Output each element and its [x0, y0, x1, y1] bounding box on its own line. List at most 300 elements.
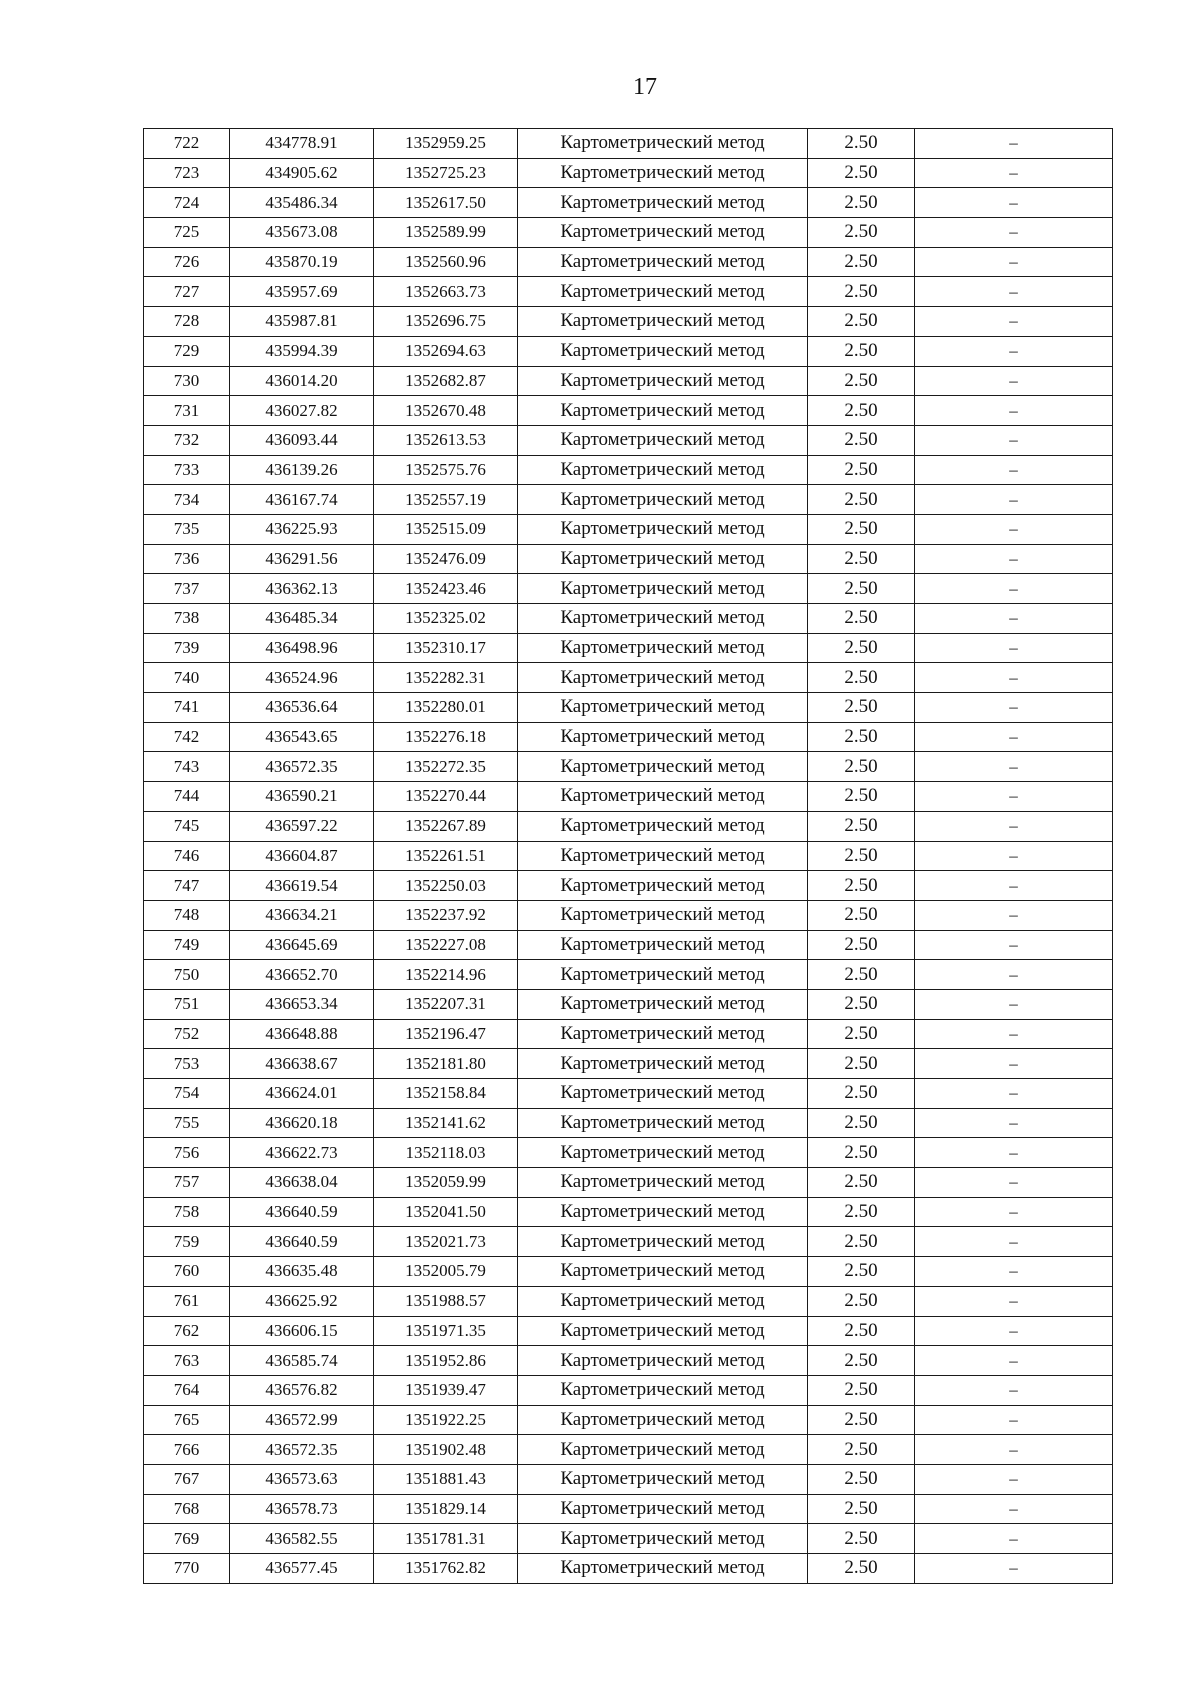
table-row [144, 1346, 1113, 1376]
description-cell: – [915, 277, 1113, 307]
table-row [144, 1108, 1113, 1138]
x-coordinate-cell: 436645.69 [230, 930, 374, 960]
x-coordinate-cell: 436606.15 [230, 1316, 374, 1346]
point-number-cell: 760 [144, 1257, 230, 1287]
x-coordinate-cell: 436498.96 [230, 633, 374, 663]
y-coordinate-cell: 1352325.02 [374, 604, 518, 634]
method-cell: Картометрический метод [518, 1079, 808, 1109]
description-cell: – [915, 455, 1113, 485]
table-row [144, 633, 1113, 663]
accuracy-cell: 2.50 [808, 1019, 915, 1049]
accuracy-cell: 2.50 [808, 425, 915, 455]
accuracy-cell: 2.50 [808, 841, 915, 871]
y-coordinate-cell: 1352261.51 [374, 841, 518, 871]
point-number-cell: 750 [144, 960, 230, 990]
accuracy-cell: 2.50 [808, 307, 915, 337]
x-coordinate-cell: 435870.19 [230, 247, 374, 277]
table-row [144, 930, 1113, 960]
method-cell: Картометрический метод [518, 1375, 808, 1405]
accuracy-cell: 2.50 [808, 1524, 915, 1554]
table-row [144, 336, 1113, 366]
method-cell: Картометрический метод [518, 1286, 808, 1316]
table-row [144, 811, 1113, 841]
x-coordinate-cell: 436640.59 [230, 1197, 374, 1227]
y-coordinate-cell: 1352181.80 [374, 1049, 518, 1079]
y-coordinate-cell: 1352270.44 [374, 782, 518, 812]
accuracy-cell: 2.50 [808, 1405, 915, 1435]
description-cell: – [915, 604, 1113, 634]
accuracy-cell: 2.50 [808, 1197, 915, 1227]
accuracy-cell: 2.50 [808, 1554, 915, 1584]
y-coordinate-cell: 1352589.99 [374, 218, 518, 248]
description-cell: – [915, 1464, 1113, 1494]
method-cell: Картометрический метод [518, 1197, 808, 1227]
accuracy-cell: 2.50 [808, 633, 915, 663]
x-coordinate-cell: 436572.35 [230, 752, 374, 782]
description-cell: – [915, 1435, 1113, 1465]
description-cell: – [915, 544, 1113, 574]
y-coordinate-cell: 1352021.73 [374, 1227, 518, 1257]
point-number-cell: 736 [144, 544, 230, 574]
description-cell: – [915, 1079, 1113, 1109]
point-number-cell: 744 [144, 782, 230, 812]
point-number-cell: 725 [144, 218, 230, 248]
description-cell: – [915, 485, 1113, 515]
method-cell: Картометрический метод [518, 841, 808, 871]
accuracy-cell: 2.50 [808, 247, 915, 277]
point-number-cell: 747 [144, 871, 230, 901]
y-coordinate-cell: 1352663.73 [374, 277, 518, 307]
y-coordinate-cell: 1352196.47 [374, 1019, 518, 1049]
table-row [144, 1464, 1113, 1494]
description-cell: – [915, 989, 1113, 1019]
accuracy-cell: 2.50 [808, 514, 915, 544]
x-coordinate-cell: 436640.59 [230, 1227, 374, 1257]
x-coordinate-cell: 436576.82 [230, 1375, 374, 1405]
method-cell: Картометрический метод [518, 277, 808, 307]
method-cell: Картометрический метод [518, 900, 808, 930]
method-cell: Картометрический метод [518, 782, 808, 812]
accuracy-cell: 2.50 [808, 1049, 915, 1079]
y-coordinate-cell: 1352725.23 [374, 158, 518, 188]
y-coordinate-cell: 1352670.48 [374, 396, 518, 426]
y-coordinate-cell: 1352005.79 [374, 1257, 518, 1287]
table-row [144, 782, 1113, 812]
accuracy-cell: 2.50 [808, 129, 915, 159]
description-cell: – [915, 425, 1113, 455]
point-number-cell: 752 [144, 1019, 230, 1049]
description-cell: – [915, 1316, 1113, 1346]
method-cell: Картометрический метод [518, 247, 808, 277]
y-coordinate-cell: 1351762.82 [374, 1554, 518, 1584]
description-cell: – [915, 1494, 1113, 1524]
y-coordinate-cell: 1351881.43 [374, 1464, 518, 1494]
y-coordinate-cell: 1351829.14 [374, 1494, 518, 1524]
point-number-cell: 737 [144, 574, 230, 604]
point-number-cell: 769 [144, 1524, 230, 1554]
accuracy-cell: 2.50 [808, 1108, 915, 1138]
x-coordinate-cell: 436573.63 [230, 1464, 374, 1494]
method-cell: Картометрический метод [518, 989, 808, 1019]
x-coordinate-cell: 436291.56 [230, 544, 374, 574]
point-number-cell: 730 [144, 366, 230, 396]
point-number-cell: 766 [144, 1435, 230, 1465]
point-number-cell: 741 [144, 693, 230, 723]
method-cell: Картометрический метод [518, 663, 808, 693]
y-coordinate-cell: 1352250.03 [374, 871, 518, 901]
description-cell: – [915, 900, 1113, 930]
accuracy-cell: 2.50 [808, 930, 915, 960]
table-row [144, 1316, 1113, 1346]
point-number-cell: 740 [144, 663, 230, 693]
method-cell: Картометрический метод [518, 1108, 808, 1138]
method-cell: Картометрический метод [518, 129, 808, 159]
method-cell: Картометрический метод [518, 1227, 808, 1257]
accuracy-cell: 2.50 [808, 900, 915, 930]
y-coordinate-cell: 1352959.25 [374, 129, 518, 159]
point-number-cell: 728 [144, 307, 230, 337]
accuracy-cell: 2.50 [808, 1227, 915, 1257]
y-coordinate-cell: 1351971.35 [374, 1316, 518, 1346]
table-row [144, 1494, 1113, 1524]
x-coordinate-cell: 436093.44 [230, 425, 374, 455]
x-coordinate-cell: 436625.92 [230, 1286, 374, 1316]
point-number-cell: 749 [144, 930, 230, 960]
method-cell: Картометрический метод [518, 1524, 808, 1554]
y-coordinate-cell: 1351781.31 [374, 1524, 518, 1554]
point-number-cell: 738 [144, 604, 230, 634]
y-coordinate-cell: 1351922.25 [374, 1405, 518, 1435]
x-coordinate-cell: 436624.01 [230, 1079, 374, 1109]
x-coordinate-cell: 436485.34 [230, 604, 374, 634]
point-number-cell: 758 [144, 1197, 230, 1227]
y-coordinate-cell: 1351939.47 [374, 1375, 518, 1405]
description-cell: – [915, 158, 1113, 188]
x-coordinate-cell: 436619.54 [230, 871, 374, 901]
y-coordinate-cell: 1352227.08 [374, 930, 518, 960]
point-number-cell: 745 [144, 811, 230, 841]
description-cell: – [915, 1286, 1113, 1316]
accuracy-cell: 2.50 [808, 1286, 915, 1316]
accuracy-cell: 2.50 [808, 455, 915, 485]
accuracy-cell: 2.50 [808, 1138, 915, 1168]
page-number: 17 [633, 74, 657, 100]
method-cell: Картометрический метод [518, 1257, 808, 1287]
table-row [144, 989, 1113, 1019]
x-coordinate-cell: 436572.99 [230, 1405, 374, 1435]
point-number-cell: 755 [144, 1108, 230, 1138]
accuracy-cell: 2.50 [808, 544, 915, 574]
method-cell: Картометрический метод [518, 425, 808, 455]
y-coordinate-cell: 1352267.89 [374, 811, 518, 841]
description-cell: – [915, 1138, 1113, 1168]
point-number-cell: 763 [144, 1346, 230, 1376]
table-row [144, 1138, 1113, 1168]
description-cell: – [915, 1554, 1113, 1584]
table-row [144, 455, 1113, 485]
method-cell: Картометрический метод [518, 930, 808, 960]
point-number-cell: 754 [144, 1079, 230, 1109]
table-row [144, 1227, 1113, 1257]
point-number-cell: 735 [144, 514, 230, 544]
point-number-cell: 770 [144, 1554, 230, 1584]
y-coordinate-cell: 1352059.99 [374, 1168, 518, 1198]
point-number-cell: 731 [144, 396, 230, 426]
accuracy-cell: 2.50 [808, 960, 915, 990]
method-cell: Картометрический метод [518, 336, 808, 366]
method-cell: Картометрический метод [518, 693, 808, 723]
accuracy-cell: 2.50 [808, 366, 915, 396]
table-row [144, 574, 1113, 604]
accuracy-cell: 2.50 [808, 485, 915, 515]
table-row [144, 1019, 1113, 1049]
table-row [144, 752, 1113, 782]
description-cell: – [915, 811, 1113, 841]
table-row [144, 900, 1113, 930]
method-cell: Картометрический метод [518, 158, 808, 188]
x-coordinate-cell: 436578.73 [230, 1494, 374, 1524]
table-row [144, 158, 1113, 188]
y-coordinate-cell: 1352476.09 [374, 544, 518, 574]
y-coordinate-cell: 1352617.50 [374, 188, 518, 218]
y-coordinate-cell: 1352272.35 [374, 752, 518, 782]
accuracy-cell: 2.50 [808, 336, 915, 366]
method-cell: Картометрический метод [518, 1494, 808, 1524]
y-coordinate-cell: 1352118.03 [374, 1138, 518, 1168]
y-coordinate-cell: 1352310.17 [374, 633, 518, 663]
accuracy-cell: 2.50 [808, 663, 915, 693]
y-coordinate-cell: 1352214.96 [374, 960, 518, 990]
method-cell: Картометрический метод [518, 1019, 808, 1049]
y-coordinate-cell: 1351902.48 [374, 1435, 518, 1465]
x-coordinate-cell: 436014.20 [230, 366, 374, 396]
y-coordinate-cell: 1352557.19 [374, 485, 518, 515]
point-number-cell: 739 [144, 633, 230, 663]
table-row [144, 485, 1113, 515]
description-cell: – [915, 782, 1113, 812]
accuracy-cell: 2.50 [808, 752, 915, 782]
point-number-cell: 746 [144, 841, 230, 871]
description-cell: – [915, 1019, 1113, 1049]
method-cell: Картометрический метод [518, 574, 808, 604]
method-cell: Картометрический метод [518, 752, 808, 782]
coordinates-table-body [144, 129, 1113, 1584]
table-row [144, 871, 1113, 901]
description-cell: – [915, 366, 1113, 396]
accuracy-cell: 2.50 [808, 1168, 915, 1198]
accuracy-cell: 2.50 [808, 1464, 915, 1494]
method-cell: Картометрический метод [518, 1168, 808, 1198]
accuracy-cell: 2.50 [808, 218, 915, 248]
method-cell: Картометрический метод [518, 307, 808, 337]
table-row [144, 1168, 1113, 1198]
table-row [144, 841, 1113, 871]
method-cell: Картометрический метод [518, 1435, 808, 1465]
method-cell: Картометрический метод [518, 1554, 808, 1584]
description-cell: – [915, 1227, 1113, 1257]
description-cell: – [915, 1108, 1113, 1138]
x-coordinate-cell: 436225.93 [230, 514, 374, 544]
y-coordinate-cell: 1352696.75 [374, 307, 518, 337]
description-cell: – [915, 752, 1113, 782]
point-number-cell: 742 [144, 722, 230, 752]
table-row [144, 1257, 1113, 1287]
description-cell: – [915, 1049, 1113, 1079]
description-cell: – [915, 1375, 1113, 1405]
method-cell: Картометрический метод [518, 1138, 808, 1168]
x-coordinate-cell: 436638.04 [230, 1168, 374, 1198]
point-number-cell: 722 [144, 129, 230, 159]
method-cell: Картометрический метод [518, 604, 808, 634]
point-number-cell: 756 [144, 1138, 230, 1168]
point-number-cell: 743 [144, 752, 230, 782]
accuracy-cell: 2.50 [808, 722, 915, 752]
accuracy-cell: 2.50 [808, 782, 915, 812]
y-coordinate-cell: 1351988.57 [374, 1286, 518, 1316]
point-number-cell: 753 [144, 1049, 230, 1079]
method-cell: Картометрический метод [518, 455, 808, 485]
description-cell: – [915, 1405, 1113, 1435]
x-coordinate-cell: 436604.87 [230, 841, 374, 871]
description-cell: – [915, 633, 1113, 663]
y-coordinate-cell: 1352613.53 [374, 425, 518, 455]
point-number-cell: 757 [144, 1168, 230, 1198]
x-coordinate-cell: 436582.55 [230, 1524, 374, 1554]
y-coordinate-cell: 1352276.18 [374, 722, 518, 752]
point-number-cell: 734 [144, 485, 230, 515]
accuracy-cell: 2.50 [808, 277, 915, 307]
table-row [144, 218, 1113, 248]
table-row [144, 366, 1113, 396]
method-cell: Картометрический метод [518, 188, 808, 218]
table-row [144, 1435, 1113, 1465]
description-cell: – [915, 1168, 1113, 1198]
table-row [144, 1524, 1113, 1554]
x-coordinate-cell: 435673.08 [230, 218, 374, 248]
accuracy-cell: 2.50 [808, 396, 915, 426]
description-cell: – [915, 188, 1113, 218]
table-row [144, 247, 1113, 277]
accuracy-cell: 2.50 [808, 1435, 915, 1465]
table-row [144, 129, 1113, 159]
table-row [144, 1375, 1113, 1405]
description-cell: – [915, 930, 1113, 960]
method-cell: Картометрический метод [518, 1405, 808, 1435]
description-cell: – [915, 574, 1113, 604]
point-number-cell: 727 [144, 277, 230, 307]
method-cell: Картометрический метод [518, 722, 808, 752]
table-row [144, 396, 1113, 426]
coordinates-table [143, 128, 1113, 1584]
y-coordinate-cell: 1352158.84 [374, 1079, 518, 1109]
x-coordinate-cell: 436653.34 [230, 989, 374, 1019]
method-cell: Картометрический метод [518, 960, 808, 990]
accuracy-cell: 2.50 [808, 1375, 915, 1405]
description-cell: – [915, 663, 1113, 693]
y-coordinate-cell: 1352041.50 [374, 1197, 518, 1227]
x-coordinate-cell: 436634.21 [230, 900, 374, 930]
description-cell: – [915, 129, 1113, 159]
table-row [144, 514, 1113, 544]
table-row [144, 663, 1113, 693]
point-number-cell: 724 [144, 188, 230, 218]
x-coordinate-cell: 435486.34 [230, 188, 374, 218]
method-cell: Картометрический метод [518, 871, 808, 901]
table-row [144, 604, 1113, 634]
point-number-cell: 733 [144, 455, 230, 485]
table-row [144, 1554, 1113, 1584]
table-row [144, 277, 1113, 307]
point-number-cell: 768 [144, 1494, 230, 1524]
y-coordinate-cell: 1352237.92 [374, 900, 518, 930]
method-cell: Картометрический метод [518, 514, 808, 544]
accuracy-cell: 2.50 [808, 1257, 915, 1287]
method-cell: Картометрический метод [518, 1346, 808, 1376]
accuracy-cell: 2.50 [808, 574, 915, 604]
accuracy-cell: 2.50 [808, 188, 915, 218]
x-coordinate-cell: 436577.45 [230, 1554, 374, 1584]
description-cell: – [915, 396, 1113, 426]
description-cell: – [915, 693, 1113, 723]
accuracy-cell: 2.50 [808, 1079, 915, 1109]
table-row [144, 188, 1113, 218]
x-coordinate-cell: 436572.35 [230, 1435, 374, 1465]
description-cell: – [915, 871, 1113, 901]
x-coordinate-cell: 435957.69 [230, 277, 374, 307]
method-cell: Картометрический метод [518, 218, 808, 248]
table-row [144, 425, 1113, 455]
method-cell: Картометрический метод [518, 633, 808, 663]
point-number-cell: 759 [144, 1227, 230, 1257]
description-cell: – [915, 514, 1113, 544]
y-coordinate-cell: 1352515.09 [374, 514, 518, 544]
method-cell: Картометрический метод [518, 366, 808, 396]
description-cell: – [915, 841, 1113, 871]
point-number-cell: 748 [144, 900, 230, 930]
table-row [144, 1405, 1113, 1435]
description-cell: – [915, 1346, 1113, 1376]
x-coordinate-cell: 434905.62 [230, 158, 374, 188]
point-number-cell: 732 [144, 425, 230, 455]
table-row [144, 722, 1113, 752]
accuracy-cell: 2.50 [808, 158, 915, 188]
table-row [144, 1197, 1113, 1227]
point-number-cell: 751 [144, 989, 230, 1019]
x-coordinate-cell: 436597.22 [230, 811, 374, 841]
method-cell: Картометрический метод [518, 544, 808, 574]
x-coordinate-cell: 436585.74 [230, 1346, 374, 1376]
description-cell: – [915, 1197, 1113, 1227]
y-coordinate-cell: 1351952.86 [374, 1346, 518, 1376]
x-coordinate-cell: 436139.26 [230, 455, 374, 485]
accuracy-cell: 2.50 [808, 811, 915, 841]
point-number-cell: 761 [144, 1286, 230, 1316]
y-coordinate-cell: 1352280.01 [374, 693, 518, 723]
point-number-cell: 762 [144, 1316, 230, 1346]
y-coordinate-cell: 1352141.62 [374, 1108, 518, 1138]
x-coordinate-cell: 436167.74 [230, 485, 374, 515]
table-row [144, 960, 1113, 990]
y-coordinate-cell: 1352682.87 [374, 366, 518, 396]
description-cell: – [915, 307, 1113, 337]
accuracy-cell: 2.50 [808, 604, 915, 634]
x-coordinate-cell: 436635.48 [230, 1257, 374, 1287]
x-coordinate-cell: 436543.65 [230, 722, 374, 752]
point-number-cell: 764 [144, 1375, 230, 1405]
x-coordinate-cell: 436027.82 [230, 396, 374, 426]
point-number-cell: 767 [144, 1464, 230, 1494]
description-cell: – [915, 1524, 1113, 1554]
